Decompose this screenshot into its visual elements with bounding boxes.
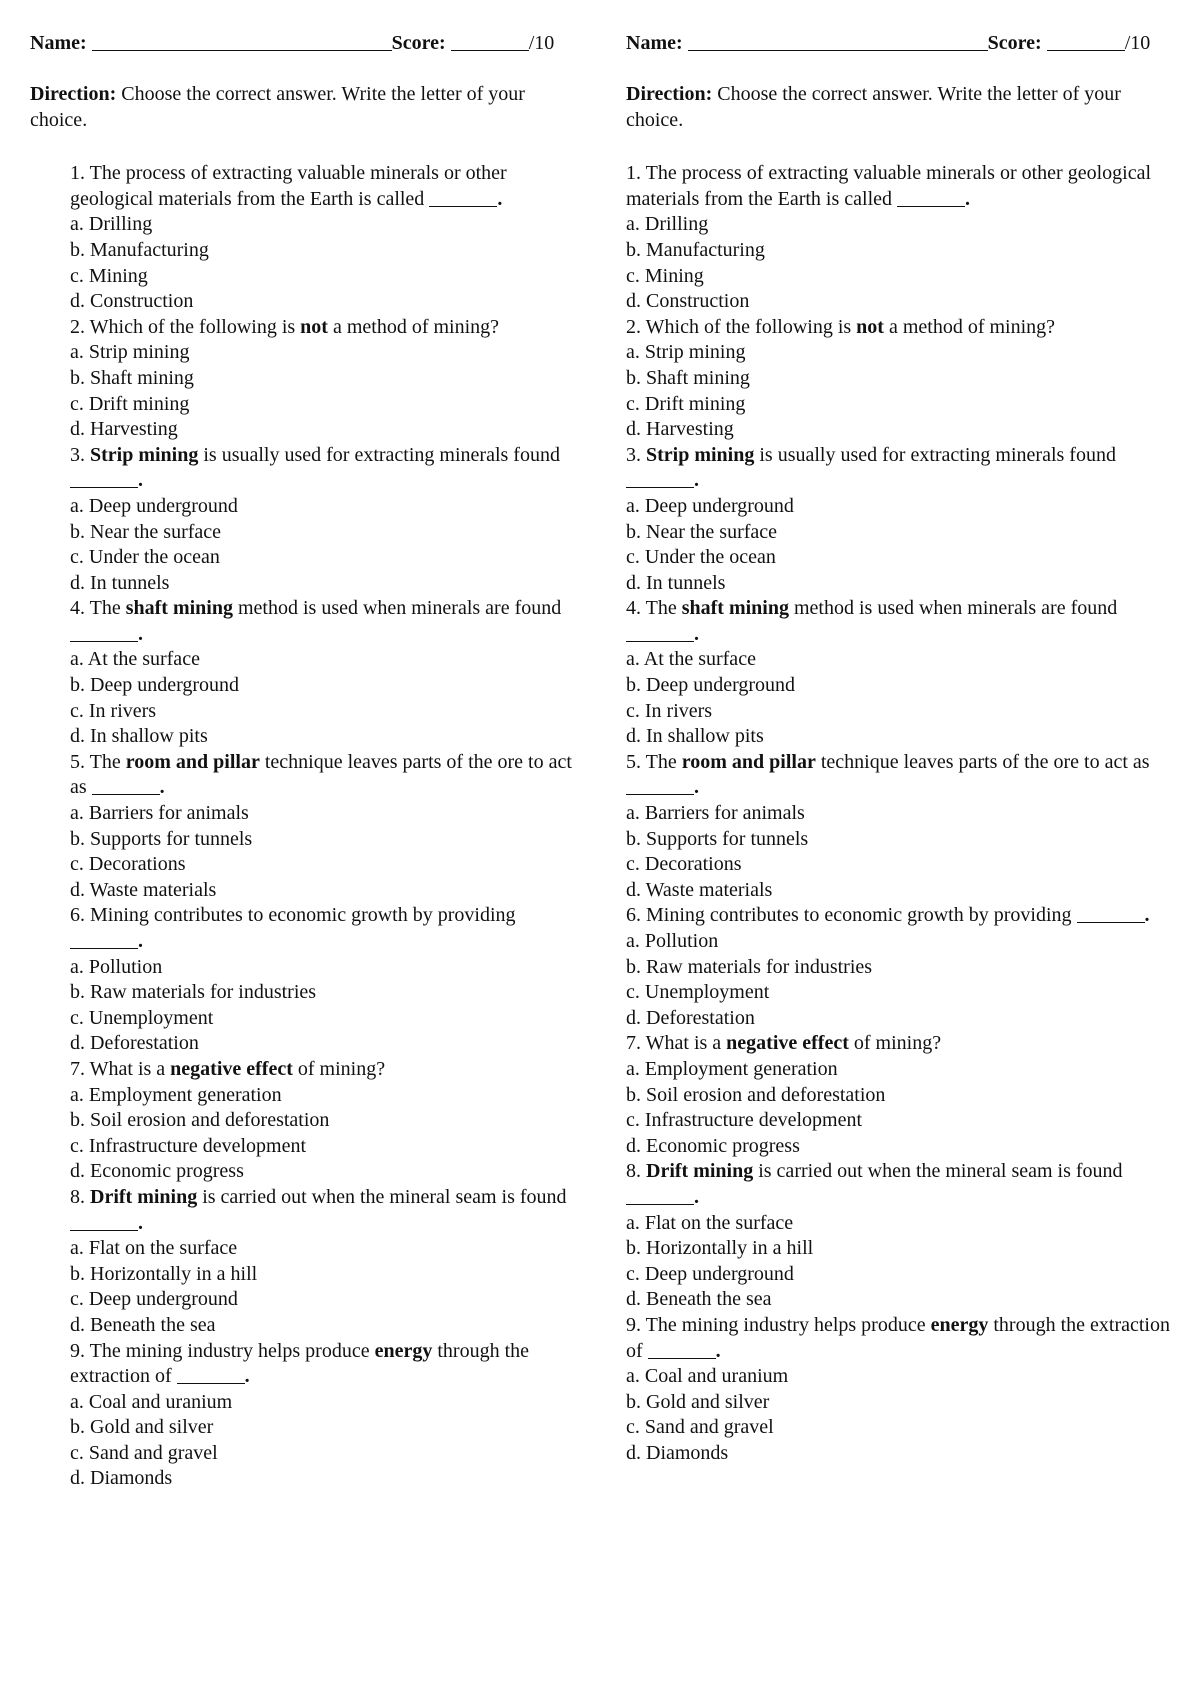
question-text [70,596,582,647]
question-post: . [1144,904,1150,927]
question-post: . [138,930,143,952]
answer-option: d. In tunnels [70,571,170,594]
question-number: 5. [70,750,85,773]
direction-label: Direction: [30,83,117,105]
answer-option: a. Employment generation [626,1057,838,1080]
answer-option: d. Waste materials [626,878,773,901]
question-post: . [965,187,971,210]
question-mid: technique leaves parts of the ore to act as [815,750,1150,773]
question-number: 5. [626,750,641,773]
question-post: . [497,187,503,210]
answer-option: d. In tunnels [626,571,726,594]
answer-blank[interactable] [897,188,965,207]
question-bold: Strip mining [646,443,755,466]
question-mid: through the extraction of [70,1339,530,1388]
answer-option: a. Deep underground [626,494,794,517]
answer-option: a. Pollution [70,955,163,978]
question-number: 8. [626,1160,641,1183]
question-bold: Strip mining [90,443,199,466]
answer-blank[interactable] [1077,904,1145,923]
question-mid: of mining? [848,1032,942,1055]
question-mid: through the extraction of [626,1313,1170,1362]
question-pre: Mining contributes to economic growth by providing [85,904,516,927]
answer-option: c. Sand and gravel [626,1416,774,1439]
question-post: . [694,622,699,645]
question-mid: a method of mining? [883,315,1056,338]
question-post: . [694,469,699,492]
question-3 [70,443,582,597]
question-number: 1. [70,162,85,185]
question-bold: not [856,315,884,338]
question-4 [70,596,582,750]
answer-option: b. Shaft mining [626,366,750,389]
question-post: . [159,776,165,799]
answer-option: a. At the surface [70,648,200,671]
answer-option: a. Strip mining [70,341,190,364]
question-post: . [694,776,699,799]
question-8 [626,1159,1178,1313]
answer-option: c. Mining [70,264,148,287]
answer-option: b. Soil erosion and deforestation [70,1109,330,1132]
answer-option: c. Mining [626,264,704,287]
answer-option: c. Unemployment [70,1006,214,1029]
question-mid: method is used when minerals are found [232,597,562,620]
answer-option: b. Deep underground [626,674,796,697]
answer-option: c. In rivers [626,699,713,722]
answer-option: a. Drilling [626,213,709,236]
question-pre: Mining contributes to economic growth by providing [641,904,1077,927]
question-pre: What is a [85,1057,171,1080]
answer-option: d. In shallow pits [626,725,764,748]
answer-option: d. Deforestation [70,1032,199,1055]
question-1 [70,161,582,315]
question-5 [626,750,1178,904]
question-bold: room and pillar [681,750,816,773]
answer-option: d. Harvesting [626,418,734,441]
question-mid: is carried out when the mineral seam is found [753,1160,1123,1183]
answer-option: c. Under the ocean [626,546,776,569]
question-post: . [244,1365,250,1388]
answer-option: d. Construction [70,290,194,313]
worksheet-copy-right [626,28,1176,1466]
answer-option: b. Supports for tunnels [626,827,809,850]
question-number: 7. [626,1032,641,1055]
question-post: . [715,1339,721,1362]
question-number: 3. [70,443,85,466]
answer-option: a. Coal and uranium [626,1365,789,1388]
question-text [70,750,582,801]
answer-option: b. Raw materials for industries [626,955,873,978]
answer-option: d. Construction [626,290,750,313]
answer-option: d. Waste materials [70,878,217,901]
question-2 [70,315,582,443]
answer-option: a. Pollution [626,930,719,952]
answer-option: d. Harvesting [70,418,178,441]
answer-option: b. Supports for tunnels [70,827,253,850]
question-pre: The [85,750,126,773]
question-number: 1. [626,162,641,185]
question-bold: shaft mining [681,597,789,620]
question-list [30,161,582,1492]
score-label: Score: [987,32,1042,54]
question-6 [70,903,582,1057]
answer-blank[interactable] [177,1365,245,1384]
question-pre: Which of the following is [85,315,301,338]
answer-option: d. Beneath the sea [70,1313,216,1336]
answer-option: d. Economic progress [626,1134,800,1157]
answer-option: c. Decorations [626,853,742,876]
score-total: /10 [1124,32,1151,54]
question-mid: method is used when minerals are found [788,597,1118,620]
question-post: . [694,1185,699,1208]
question-number: 8. [70,1185,85,1208]
question-bold: energy [930,1313,989,1336]
answer-blank[interactable] [70,1212,138,1231]
answer-option: c. Deep underground [70,1288,238,1311]
question-mid: a method of mining? [327,315,500,338]
answer-option: a. Strip mining [626,341,746,364]
question-pre: The [85,597,126,620]
answer-option: b. Manufacturing [626,238,765,261]
question-number: 7. [70,1057,85,1080]
answer-option: c. In rivers [70,699,157,722]
question-bold: negative effect [726,1032,849,1055]
answer-option: a. Drilling [70,213,153,236]
answer-option: b. Horizontally in a hill [626,1237,814,1260]
answer-blank[interactable] [626,623,694,642]
question-text [70,161,582,212]
question-list [626,161,1178,1466]
question-1 [626,161,1178,315]
answer-blank[interactable] [626,1186,694,1205]
answer-option: a. Coal and uranium [70,1390,233,1413]
answer-option: b. Manufacturing [70,238,209,261]
question-number: 2. [70,315,85,338]
answer-option: d. Economic progress [70,1160,244,1183]
question-7 [70,1057,582,1185]
question-bold: not [300,315,328,338]
answer-blank[interactable] [648,1340,716,1359]
question-number: 6. [626,904,641,927]
direction [30,82,550,133]
direction-text: Choose the correct answer. Write the letter of your choice. [626,83,1121,131]
question-text [70,1057,582,1083]
answer-option: b. Raw materials for industries [70,981,317,1004]
question-text [626,1313,1178,1364]
question-4 [626,596,1178,750]
question-bold: shaft mining [125,597,233,620]
question-mid: of mining? [292,1057,386,1080]
question-text [70,315,582,341]
score-total: /10 [528,32,555,54]
question-bold: Drift mining [90,1185,198,1208]
question-pre: Which of the following is [641,315,857,338]
name-label: Name: [30,32,87,54]
name-score-header [30,28,580,58]
answer-option: c. Infrastructure development [626,1109,863,1132]
question-pre: The [641,597,682,620]
question-number: 2. [626,315,641,338]
question-bold: Drift mining [646,1160,754,1183]
answer-option: b. Shaft mining [70,366,194,389]
answer-option: b. Near the surface [626,520,778,543]
name-label: Name: [626,32,683,54]
direction [626,82,1146,133]
score-blank[interactable] [1047,30,1125,51]
answer-option: c. Decorations [70,853,186,876]
question-text [626,1159,1178,1210]
question-3 [626,443,1178,597]
answer-option: d. Diamonds [70,1467,173,1490]
answer-blank[interactable] [92,776,160,795]
answer-option: b. Near the surface [70,520,222,543]
answer-option: b. Soil erosion and deforestation [626,1083,886,1106]
question-pre: The mining industry helps produce [85,1339,375,1362]
question-mid: is carried out when the mineral seam is found [197,1185,567,1208]
answer-option: a. Barriers for animals [70,802,249,825]
answer-blank[interactable] [70,623,138,642]
question-pre: The process of extracting valuable minerals or other geological materials from the Earth is called [70,162,507,210]
question-bold: room and pillar [125,750,260,773]
answer-blank[interactable] [626,776,694,795]
name-blank[interactable] [92,30,392,51]
question-text [626,161,1178,212]
answer-option: a. Deep underground [70,494,238,517]
question-mid: is usually used for extracting minerals found [198,443,560,466]
answer-option: a. Flat on the surface [70,1237,238,1260]
question-pre: The [641,750,682,773]
question-number: 3. [626,443,641,466]
answer-option: c. Unemployment [626,981,770,1004]
question-text [70,1339,582,1390]
question-9 [626,1313,1178,1467]
answer-option: d. Diamonds [626,1441,729,1464]
answer-blank[interactable] [626,469,694,488]
question-post: . [138,469,143,492]
answer-option: c. Drift mining [70,392,190,415]
worksheet-copy-left [30,28,580,1492]
answer-option: b. Deep underground [70,674,240,697]
answer-blank[interactable] [70,930,138,949]
score-label: Score: [391,32,446,54]
direction-text: Choose the correct answer. Write the letter of your choice. [30,83,525,131]
answer-option: c. Deep underground [626,1262,794,1285]
answer-option: a. Employment generation [70,1083,282,1106]
question-5 [70,750,582,904]
score-blank[interactable] [451,30,529,51]
question-text [626,596,1178,647]
answer-option: a. Flat on the surface [626,1211,794,1234]
question-8 [70,1185,582,1339]
answer-option: c. Sand and gravel [70,1441,218,1464]
question-2 [626,315,1178,443]
question-pre: The mining industry helps produce [641,1313,931,1336]
question-number: 4. [626,597,641,620]
question-text [70,1185,582,1236]
answer-option: b. Gold and silver [626,1390,770,1413]
answer-option: c. Drift mining [626,392,746,415]
answer-option: b. Horizontally in a hill [70,1262,258,1285]
question-9 [70,1339,582,1493]
question-text [626,750,1178,801]
question-text [626,315,1178,341]
name-blank[interactable] [688,30,988,51]
question-bold: energy [374,1339,433,1362]
question-number: 6. [70,904,85,927]
question-number: 9. [626,1313,641,1336]
answer-blank[interactable] [70,469,138,488]
question-text [70,443,582,494]
question-text [70,903,582,954]
question-pre: The process of extracting valuable minerals or other geological materials from the Earth is called [626,162,1151,210]
question-mid: technique leaves parts of the ore to act as [70,750,572,799]
name-score-header [626,28,1176,58]
question-number: 9. [70,1339,85,1362]
question-text [626,1031,1178,1057]
answer-option: d. Beneath the sea [626,1288,772,1311]
question-pre: What is a [641,1032,727,1055]
question-post: . [138,622,143,645]
answer-option: b. Gold and silver [70,1416,214,1439]
answer-option: a. Barriers for animals [626,802,805,825]
answer-option: c. Infrastructure development [70,1134,307,1157]
question-7 [626,1031,1178,1159]
question-mid: is usually used for extracting minerals found [754,443,1116,466]
answer-option: c. Under the ocean [70,546,220,569]
answer-blank[interactable] [429,188,497,207]
question-6 [626,903,1178,1031]
answer-option: d. In shallow pits [70,725,208,748]
question-text [626,903,1178,929]
question-number: 4. [70,597,85,620]
question-text [626,443,1178,494]
question-bold: negative effect [170,1057,293,1080]
answer-option: a. At the surface [626,648,756,671]
direction-label: Direction: [626,83,713,105]
question-post: . [138,1211,143,1234]
answer-option: d. Deforestation [626,1006,755,1029]
